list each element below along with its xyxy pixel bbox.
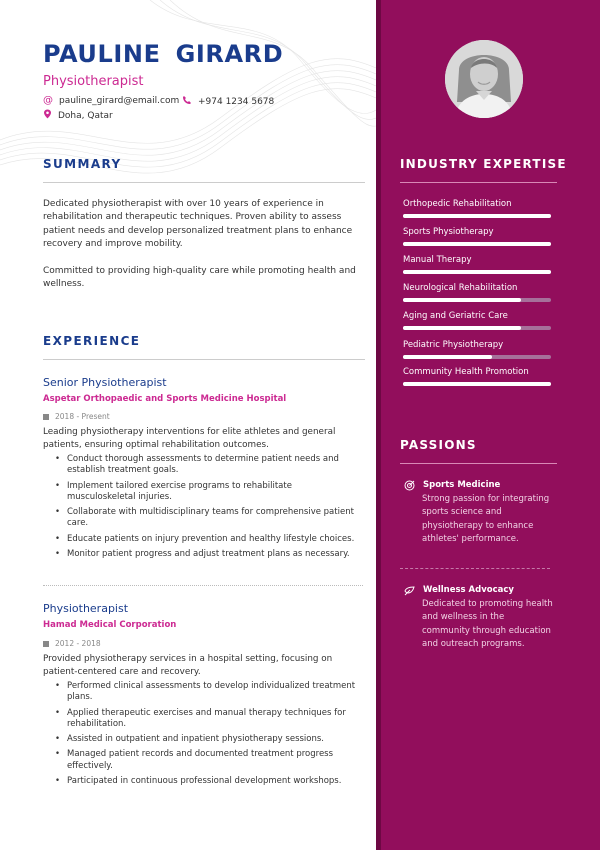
avatar	[445, 40, 523, 118]
skill-bar-fill	[403, 298, 521, 302]
job-separator	[43, 585, 363, 586]
skill-name: Orthopedic Rehabilitation	[403, 199, 512, 209]
list-item: • Managed patient records and documented treatment progress effectively.	[55, 749, 360, 772]
list-item: • Applied therapeutic exercises and manual therapy techniques for rehabilitation.	[55, 708, 360, 731]
skill-bar	[403, 298, 551, 302]
phone-text: +974 1234 5678	[198, 96, 275, 107]
leaf-icon	[403, 584, 415, 596]
skill-bar-fill	[403, 382, 551, 386]
skill-bar-fill	[403, 270, 551, 274]
job-2-summary: Provided physiotherapy services in a hospital setting, focusing on patient-centered care and recovery.	[43, 654, 333, 677]
portrait-photo	[445, 40, 523, 118]
skill-name: Sports Physiotherapy	[403, 227, 494, 237]
skill-name: Aging and Geriatric Care	[403, 311, 508, 321]
skill-bar	[403, 355, 551, 359]
contact-email[interactable]	[43, 95, 179, 106]
passion-item	[403, 584, 553, 651]
skill-bar	[403, 214, 551, 218]
sidebar-edge	[376, 0, 381, 850]
skill-bar-fill	[403, 355, 492, 359]
job-2-bullets	[55, 681, 360, 791]
skill-item	[403, 367, 553, 386]
job-1-dates	[43, 412, 110, 421]
passion-title	[403, 479, 553, 491]
list-item: • Participated in continuous professional development workshops.	[55, 776, 360, 787]
job-1-title: Senior Physiotherapist	[43, 376, 167, 389]
job-1-bullets	[55, 454, 360, 564]
expertise-divider	[400, 182, 557, 183]
list-item: • Implement tailored exercise programs to rehabilitate musculoskeletal injuries.	[55, 481, 360, 504]
passion-title-text: Wellness Advocacy	[423, 585, 514, 595]
sidebar	[376, 0, 600, 850]
skill-bar-fill	[403, 214, 551, 218]
experience-heading: EXPERIENCE	[43, 334, 141, 348]
skill-bar-fill	[403, 326, 521, 330]
email-text: pauline_girard@email.com	[59, 95, 180, 106]
summary-paragraph-1: Dedicated physiotherapist with over 10 years of experience in rehabilitation and therapeutic techniques. Proven ability to assess patient needs and develop personalized treatment plans to enhance recovery and improve mobility.	[43, 199, 353, 250]
passion-description: Dedicated to promoting health and wellness in the community through education and outreach programs.	[422, 599, 553, 649]
job-2-dates	[43, 639, 101, 648]
skill-name: Community Health Promotion	[403, 367, 529, 377]
list-item: • Educate patients on injury prevention and healthy lifestyle choices.	[55, 534, 360, 545]
location-text: Doha, Qatar	[58, 110, 113, 121]
skill-bar	[403, 382, 551, 386]
expertise-heading: INDUSTRY EXPERTISE	[400, 157, 567, 171]
summary-heading: SUMMARY	[43, 157, 122, 171]
list-item: • Conduct thorough assessments to determine patient needs and establish treatment goals.	[55, 454, 360, 477]
passion-title	[403, 584, 553, 596]
target-icon	[403, 479, 415, 491]
job-1-dates-text: 2018 - Present	[55, 412, 110, 421]
skill-bar	[403, 326, 551, 330]
job-2-dates-text: 2012 - 2018	[55, 639, 101, 648]
at-icon: @	[43, 95, 53, 106]
list-item: • Performed clinical assessments to develop individualized treatment plans.	[55, 681, 360, 704]
passions-heading: PASSIONS	[400, 438, 477, 452]
skill-name: Neurological Rehabilitation	[403, 283, 518, 293]
location-pin-icon	[43, 109, 52, 122]
job-2-company: Hamad Medical Corporation	[43, 620, 177, 630]
contact-phone[interactable]	[182, 95, 274, 108]
list-item: • Monitor patient progress and adjust treatment plans as necessary.	[55, 549, 360, 560]
list-item: • Collaborate with multidisciplinary teams for comprehensive patient care.	[55, 507, 360, 530]
skill-item	[403, 311, 553, 330]
skill-bar	[403, 270, 551, 274]
summary-paragraph-2: Committed to providing high-quality care while promoting health and wellness.	[43, 266, 356, 290]
passion-separator	[400, 568, 550, 569]
passion-description: Strong passion for integrating sports science and physiotherapy to enhance athletes' performance.	[422, 494, 550, 544]
calendar-icon	[43, 414, 49, 420]
skill-item	[403, 283, 553, 302]
summary-divider	[43, 182, 365, 183]
skill-item	[403, 340, 553, 359]
skill-item	[403, 227, 553, 246]
skill-item	[403, 255, 553, 274]
passions-divider	[400, 463, 557, 464]
list-item: • Assisted in outpatient and inpatient physiotherapy sessions.	[55, 734, 360, 745]
person-name: PAULINE GIRARD	[43, 40, 284, 68]
skill-bar	[403, 242, 551, 246]
passion-item	[403, 479, 553, 546]
phone-icon	[182, 95, 192, 108]
skill-name: Manual Therapy	[403, 255, 472, 265]
contact-location	[43, 109, 113, 122]
experience-divider	[43, 359, 365, 360]
passion-title-text: Sports Medicine	[423, 480, 501, 490]
skill-item	[403, 199, 553, 218]
job-1-company: Aspetar Orthopaedic and Sports Medicine Hospital	[43, 394, 287, 404]
skill-bar-fill	[403, 242, 551, 246]
skill-name: Pediatric Physiotherapy	[403, 340, 504, 350]
calendar-icon	[43, 641, 49, 647]
job-headline: Physiotherapist	[43, 74, 144, 89]
job-1-summary: Leading physiotherapy interventions for elite athletes and general patients, ensuring optimal rehabilitation outcomes.	[43, 427, 336, 450]
job-2-title: Physiotherapist	[43, 602, 129, 615]
